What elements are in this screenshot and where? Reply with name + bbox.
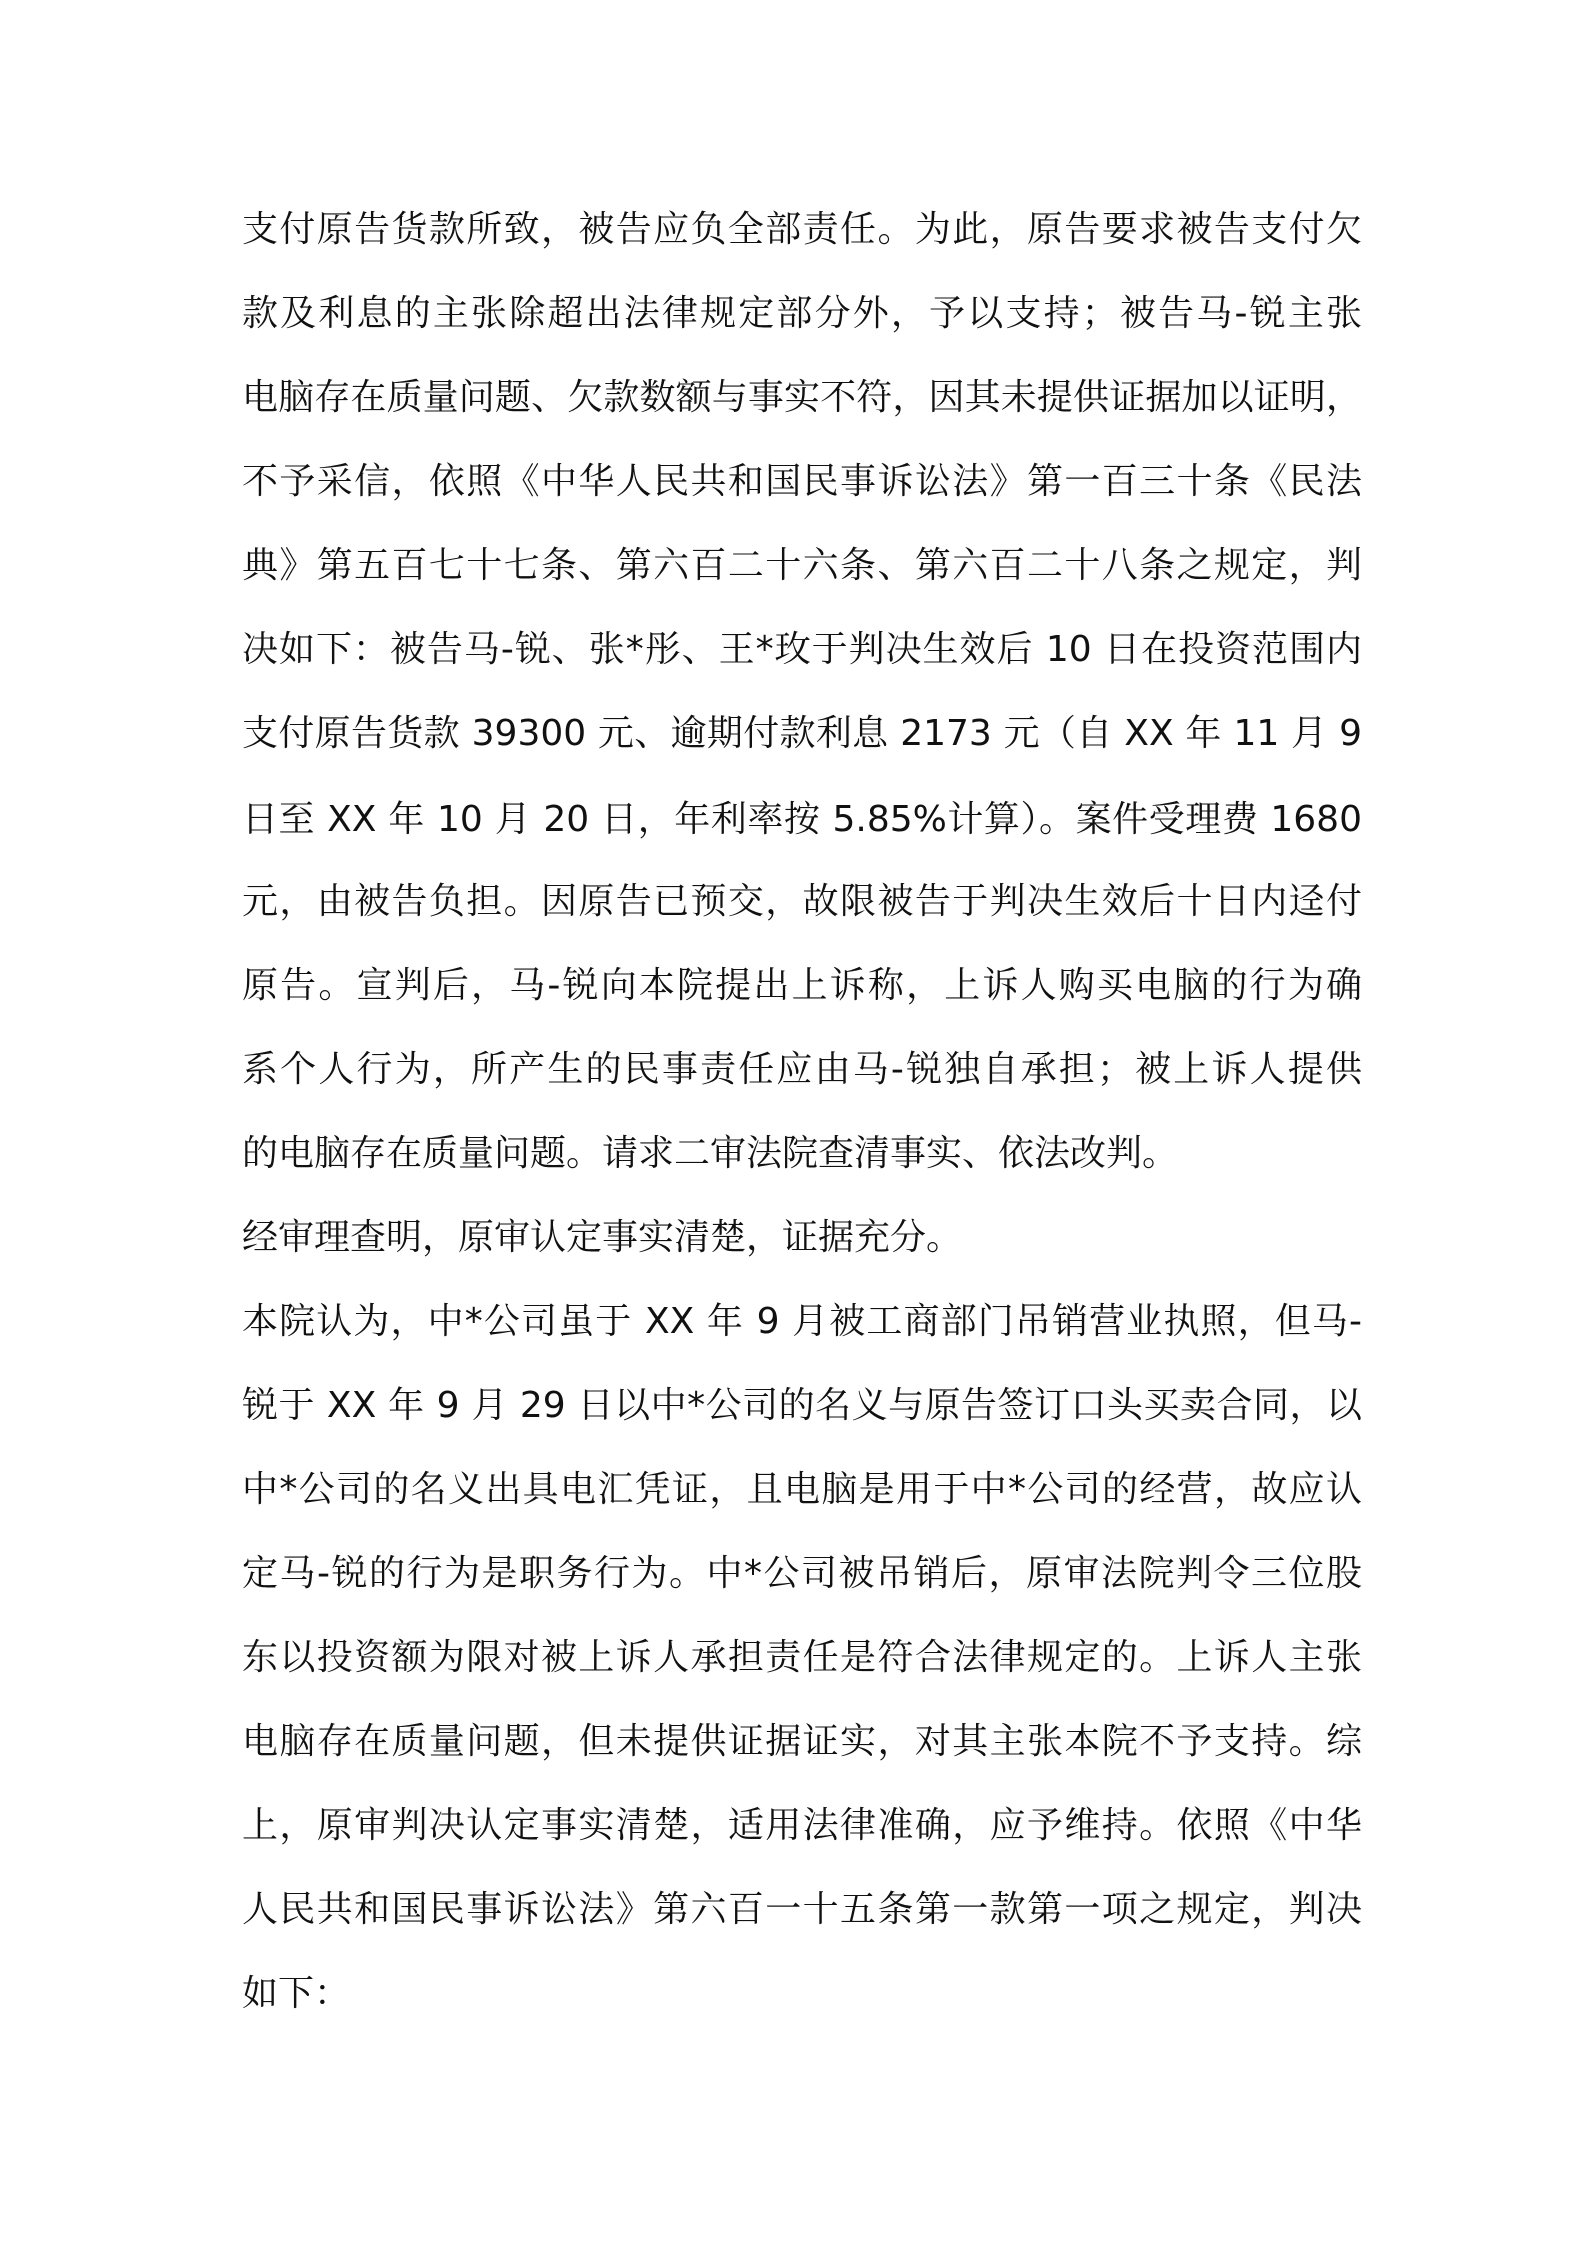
text-line: 支付原告货款所致，被告应负全部责任。为此，原告要求被告支付欠 <box>242 209 1362 250</box>
text-line: 的电脑存在质量问题。请求二审法院查清事实、依法改判。 <box>242 1133 1179 1174</box>
text-line: 日至 XX 年 10 月 20 日，年利率按 5.85%计算）。案件受理费 1680 <box>242 799 1362 840</box>
text-line: 不予采信，依照《中华人民共和国民事诉讼法》第一百三十条《民法 <box>242 461 1362 502</box>
text-line: 支付原告货款 39300 元、逾期付款利息 2173 元（自 XX 年 11 月 9 <box>242 713 1362 754</box>
text-line: 原告。宣判后，马-锐向本院提出上诉称，上诉人购买电脑的行为确 <box>242 965 1362 1006</box>
text-line: 东以投资额为限对被上诉人承担责任是符合法律规定的。上诉人主张 <box>242 1637 1362 1678</box>
text-line: 定马-锐的行为是职务行为。中*公司被吊销后，原审法院判令三位股 <box>242 1553 1362 1594</box>
text-line: 中*公司的名义出具电汇凭证，且电脑是用于中*公司的经营，故应认 <box>242 1469 1362 1510</box>
text-line: 决如下：被告马-锐、张*彤、王*玫于判决生效后 10 日在投资范围内 <box>242 629 1362 670</box>
text-line: 典》第五百七十七条、第六百二十六条、第六百二十八条之规定，判 <box>242 545 1362 586</box>
text-line: 如下： <box>242 1973 351 2014</box>
text-line: 锐于 XX 年 9 月 29 日以中*公司的名义与原告签订口头买卖合同，以 <box>242 1385 1362 1426</box>
text-line: 上，原审判决认定事实清楚，适用法律准确，应予维持。依照《中华 <box>242 1805 1362 1846</box>
text-line: 本院认为，中*公司虽于 XX 年 9 月被工商部门吊销营业执照，但马- <box>242 1301 1362 1342</box>
text-line: 经审理查明，原审认定事实清楚，证据充分。 <box>242 1217 963 1258</box>
text-line: 人民共和国民事诉讼法》第六百一十五条第一款第一项之规定，判决 <box>242 1889 1362 1930</box>
text-line: 电脑存在质量问题、欠款数额与事实不符，因其未提供证据加以证明， <box>242 377 1362 418</box>
text-line: 款及利息的主张除超出法律规定部分外，予以支持；被告马-锐主张 <box>242 293 1362 334</box>
text-line: 系个人行为，所产生的民事责任应由马-锐独自承担；被上诉人提供 <box>242 1049 1362 1090</box>
text-line: 电脑存在质量问题，但未提供证据证实，对其主张本院不予支持。综 <box>242 1721 1362 1762</box>
text-line: 元，由被告负担。因原告已预交，故限被告于判决生效后十日内迳付 <box>242 881 1362 922</box>
